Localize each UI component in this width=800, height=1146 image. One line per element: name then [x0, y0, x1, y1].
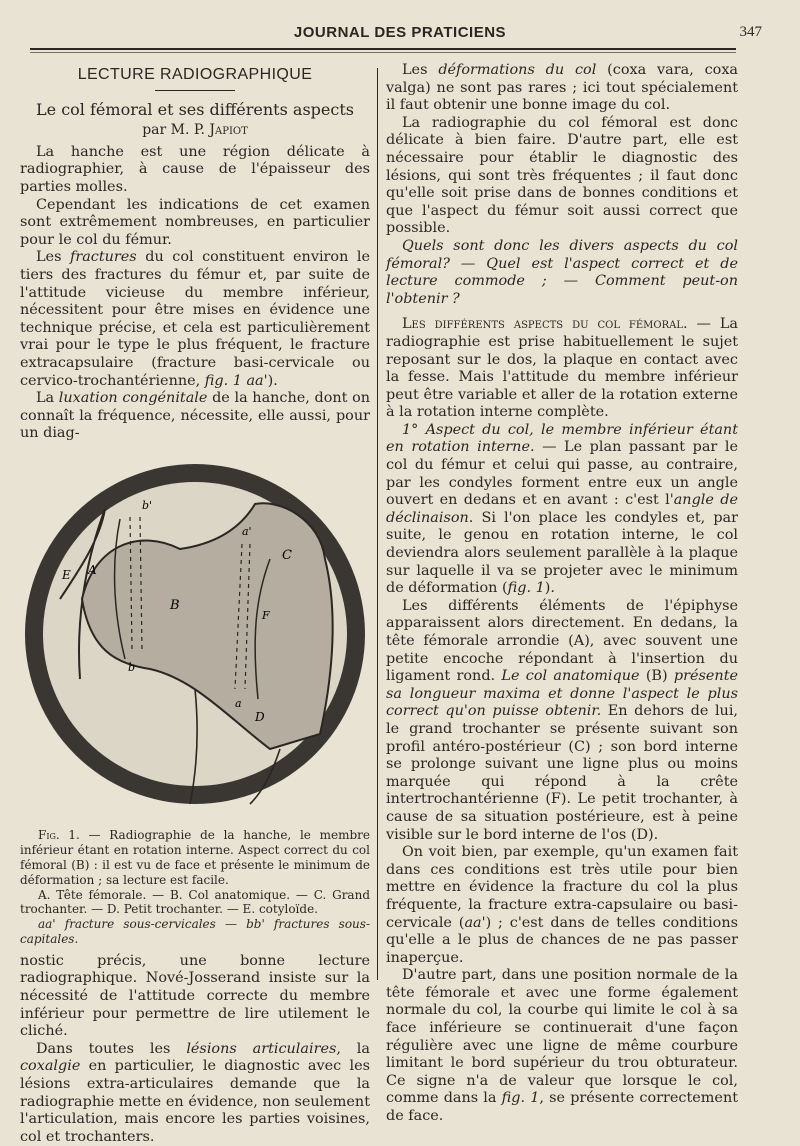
- header-rule-thin: [30, 52, 736, 53]
- hip-radiograph-figure: [20, 449, 370, 819]
- label-B: B: [170, 597, 180, 613]
- paragraph: On voit bien, par exemple, qu'un examen fait dans ces conditions est très utile pour bien mettre en évidence la fracture du col la plus fréquente, la fracture extra-capsulaire ou basi-cervicale (aa') ; c'est dans de telles conditions qu'elle a le plus de chances de ne pas passer inaperçue.: [386, 844, 738, 966]
- paragraph: La radiographie du col fémoral est donc délicate à bien faire. D'autre part, elle est nécessaire pour établir le diagnostic des lésions, qui sont très fréquentes ; il faut donc qu'elle soit prise dans de bonnes conditions et que l'aspect du fémur soit aussi correct que possible.: [386, 114, 738, 237]
- figure-caption: Fig. 1. — Radiographie de la hanche, le membre inférieur étant en rotation interne. Aspect correct du col fémoral (B) : il est vu de face et présente le minimum de déformation ; sa lecture est facile. A. Tête fémorale. — B. Col anatomique. — C. Grand trochanter. — D. Petit trochanter. — E. cotyloïde. aa' fracture sous-cervicales — bb' fractures sous-capitales.: [20, 828, 370, 947]
- header-rule: [30, 48, 736, 50]
- author-name: Japiot: [209, 122, 248, 139]
- paragraph: La hanche est une région délicate à radiographier, à cause de l'épaisseur des parties molles.: [20, 143, 370, 195]
- label-A: A: [88, 562, 97, 577]
- section-title: Les différents aspects du col fémoral.: [402, 316, 688, 333]
- label-C: C: [282, 547, 292, 563]
- paragraph: La luxation congénitale de la hanche, dont on connaît la fréquence, nécessite, elle aussi, pour un diag-: [20, 390, 371, 442]
- label-b: b: [128, 660, 136, 674]
- column-divider: [377, 68, 378, 980]
- paragraph-question: Quels sont donc les divers aspects du col fémoral? — Quel est l'aspect correct et de lecture commode ; — Comment peut-on l'obtenir ?: [386, 237, 738, 307]
- label-F: F: [262, 608, 270, 622]
- right-column: [386, 62, 738, 1126]
- rubric-heading: LECTURE RADIOGRAPHIQUE: [77, 66, 313, 83]
- left-column: [20, 62, 370, 1146]
- paragraph: Cependant les indications de cet examen sont extrêmement nombreuses, en particulier pour le col du fémur.: [20, 196, 370, 248]
- journal-title: JOURNAL DES PRATICIENS: [293, 24, 507, 41]
- author-line: [20, 122, 370, 140]
- section-paragraph: Les différents aspects du col fémoral. — La radiographie est prise habituellement le sujet reposant sur le dos, la plaque en contact avec la fesse. Mais l'attitude du membre inférieur peut être variable et aller de la rotation externe à la rotation interne complète.: [386, 316, 738, 421]
- label-a: a: [235, 696, 242, 710]
- paragraph: nostic précis, une bonne lecture radiographique. Nové-Josserand insiste sur la nécessité de l'attitude correcte du membre inférieur pour permettre de lire utilement le cliché.: [20, 952, 370, 1040]
- paragraph: 1° Aspect du col, le membre inférieur étant en rotation interne. — Le plan passant par le col du fémur et celui qui passe, au contraire, par les condyles forment entre eux un angle ouvert en dedans et en avant : c'est l'angle de déclinaison. Si l'on place les condyles et, par suite, le genou en rotation interne, le col deviendra alors seulement parallèle à la plaque sur laquelle il va se projeter avec le minimum de déformation (fig. 1).: [386, 421, 738, 597]
- paragraph: Les fractures du col constituent environ le tiers des fractures du fémur et, par suite de l'attitude vicieuse du membre inférieur, nécessitent pour être mises en évidence une technique précise, et cela est particulièrement vrai pour le type le plus fréquent, le fracture extracapsulaire (fracture basi-cervicale ou cervico-trochantérienne, fig. 1 aa').: [20, 249, 371, 389]
- subsection-title: 1° Aspect du col, le membre inférieur étant en rotation interne.: [386, 421, 738, 456]
- label-b2: b': [142, 498, 153, 512]
- paragraph: D'autre part, dans une position normale de la tête fémorale et avec une forme également normale du col, la courbe qui limite le col à sa face inférieure se continuerait d'une façon régulière avec une ligne de même courbure limitant le bord supérieur du trou obturateur. Ce signe n'a de valeur que lorsque le col, comme dans la fig. 1, se présente correctement de face.: [386, 967, 739, 1125]
- paragraph: Les différents éléments de l'épiphyse apparaissent alors directement. En dedans, la tête fémorale arrondie (A), avec souvent une petite encoche répondant à l'insertion du ligament rond. Le col anatomique (B) présente sa longueur maxima et donne l'aspect le plus correct qu'on puisse obtenir. En dehors de lui, le grand trochanter se présente suivant son profil antéro-postérieur (C) ; son bord interne se prolonge suivant une ligne plus ou moins marquée qui répond à la crête intertrochantérienne (F). Le petit trochanter, à cause de sa situation postérieure, est à peine visible sur le bord interne de l'os (D).: [386, 597, 738, 843]
- label-E: E: [62, 567, 71, 582]
- rubric-rule: [155, 90, 235, 91]
- author-prefix: par M. P.: [142, 122, 205, 139]
- running-header: [30, 24, 770, 44]
- label-a2: a': [242, 524, 252, 538]
- paragraph: Dans toutes les lésions articulaires, la coxalgie en particulier, le diagnostic avec les lésions extra-articulaires demande que la radiographie mette en évidence, non seulement l'articulation, mais encore les parties voisines, col et trochanters.: [20, 1040, 370, 1145]
- article-title: Le col fémoral et ses différents aspects: [36, 99, 354, 119]
- paragraph: Les déformations du col (coxa vara, coxa valga) ne sont pas rares ; ici tout spécialement il faut obtenir une bonne image du col.: [386, 62, 739, 114]
- label-D: D: [255, 709, 265, 724]
- page-number: 347: [739, 24, 762, 40]
